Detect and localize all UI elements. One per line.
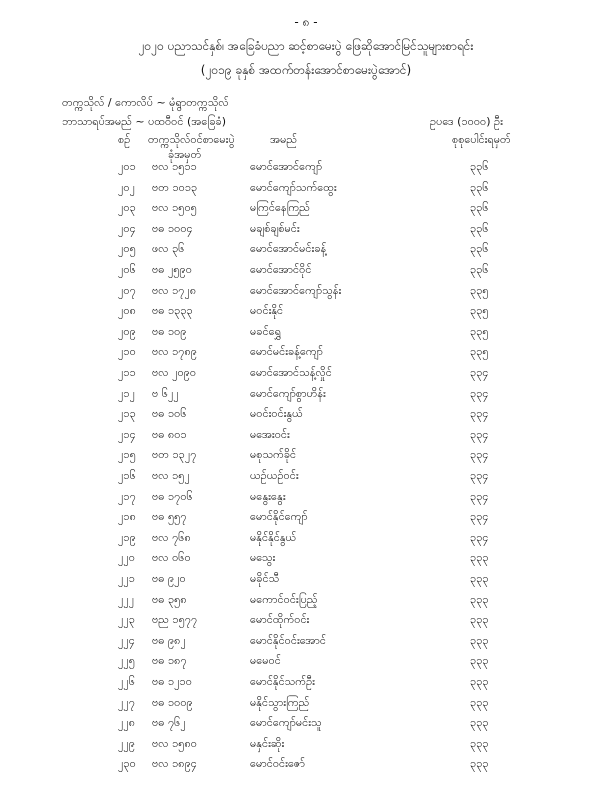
row-number: ၂၀၅	[118, 242, 136, 256]
total-mark: ၃၃၃	[470, 613, 489, 627]
row-number: ၂၀၄	[118, 221, 136, 235]
student-name: မောင်မင်းခန့်ကျော်	[250, 345, 323, 359]
row-number: ၂၀၆	[118, 263, 136, 276]
table-row	[0, 304, 612, 324]
exam-number: ဗဓ ၃၅၈	[152, 592, 187, 606]
total-mark: ၃၃၃	[470, 736, 489, 750]
exam-number: ဗဓ ၉၈၂	[152, 633, 186, 647]
row-number: ၂၀၉	[118, 324, 136, 338]
exam-number: ဗလ ၂၀၉၀	[152, 366, 197, 379]
university-line: တက္ကသိုလ် / ကောလိပ် ~ မုံရွာတက္ကသိုလ်	[62, 96, 229, 109]
total-mark: ၃၃၄	[470, 530, 489, 544]
exam-number: ဗ ၆၂၂	[152, 386, 179, 400]
row-number: ၂၃၀	[118, 757, 136, 771]
table-row	[0, 634, 612, 654]
total-mark: ၃၃၅	[470, 324, 489, 338]
table-row	[0, 428, 612, 448]
total-mark: ၃၃၃	[470, 592, 489, 606]
table-row	[0, 696, 612, 716]
table-row	[0, 242, 612, 262]
student-name: မောင်အောင်မင်းခန့်	[250, 242, 327, 256]
row-number: ၂၂၇	[118, 695, 135, 709]
total-mark: ၃၃၄	[470, 469, 489, 482]
student-name: မချစ်ချစ်မင်း	[250, 221, 300, 235]
table-row	[0, 757, 612, 777]
total-mark: ၃၃၃	[470, 654, 489, 668]
student-name: မောင်အောင်ကျော်သွန်း	[250, 283, 342, 297]
table-row	[0, 201, 612, 221]
student-name: မဝင်းနိုင်	[250, 304, 284, 318]
total-mark: ၃၃၆	[470, 263, 489, 276]
total-mark: ၃၃၃	[470, 675, 489, 688]
row-number: ၂၂၅	[118, 654, 135, 668]
total-mark: ၃၃၃	[470, 551, 489, 565]
total-mark: ၃၃၄	[470, 407, 489, 421]
row-number: ၂၀၈	[118, 304, 136, 318]
table-row	[0, 572, 612, 592]
row-number: ၂၁၅	[118, 448, 136, 462]
row-number: ၂၀၂	[118, 180, 135, 194]
total-mark: ၃၃၄	[470, 427, 489, 441]
exam-number: ဗလ ၁၈၉၄	[152, 757, 197, 771]
table-row	[0, 181, 612, 201]
exam-number: ဗလ ၁၅၂	[152, 469, 190, 482]
table-row	[0, 160, 612, 180]
exam-number: ဗဓ ၁၂၁၀	[152, 675, 192, 688]
student-name: မမေဝင်	[250, 654, 281, 668]
student-name: မောင်ကျော်သက်ထွေး	[250, 180, 337, 194]
table-row	[0, 469, 612, 489]
total-mark: ၃၃၄	[470, 510, 489, 524]
document-title: ၂၀၂၀ ပညာသင်နှစ်၊ အခြေခံပညာ ဆင့်စာမေးပွဲ ဖြေဆိုအောင်မြင်သူများစာရင်း	[138, 39, 474, 53]
student-name: မကြင်နေကြည်	[250, 201, 310, 215]
student-name: မနိုင်သွားကြည်	[250, 695, 310, 709]
row-number: ၂၁၄	[118, 427, 136, 441]
row-number: ၂၂၆	[118, 675, 135, 688]
total-mark: ၃၃၃	[470, 572, 489, 585]
column-header-mark: စုစုပေါင်းရမှတ်	[452, 133, 511, 146]
exam-number: ဖလ ၃၆	[152, 242, 185, 256]
exam-number: ဗလ ၁၅၁၁	[152, 160, 197, 173]
column-header-name: အမည်	[270, 133, 298, 146]
exam-number: ဗလ ၁၅၈၀	[152, 736, 197, 750]
total-mark: ၃၃၃	[470, 716, 489, 730]
table-row	[0, 551, 612, 571]
table-row	[0, 263, 612, 283]
row-number: ၂၀၃	[118, 201, 136, 215]
row-number: ၂၁၇	[118, 489, 136, 503]
page-number: - ၈ -	[294, 15, 318, 29]
row-number: ၂၀၇	[118, 283, 136, 297]
document-subtitle: (၂၀၁၉ ခုနှစ် အထက်တန်းအောင်စာမေးပွဲအောင်)	[200, 63, 412, 77]
table-row	[0, 613, 612, 633]
total-mark: ၃၃၆	[470, 221, 489, 235]
total-mark: ၃၃၄	[470, 386, 489, 400]
subject-line: ဘာသာရပ်အမည် ~ ပထဝီဝင် (အခြေခံ)	[62, 115, 227, 128]
quota-line: ဥပဒေ (၁၀၀၀) ဦး	[430, 115, 503, 128]
student-name: မောင်ထိုက်ဝင်း	[250, 613, 310, 627]
student-name: မောင်နိုင်ဝင်းအောင်	[250, 633, 327, 647]
exam-number: ဗဓ ၈၀၁	[152, 427, 187, 441]
column-header-no: စဉ်	[118, 133, 131, 146]
student-name: မနှင်းဆိုး	[250, 736, 285, 750]
row-number: ၂၂၃	[118, 613, 135, 627]
row-number: ၂၁၆	[118, 469, 136, 482]
table-row	[0, 284, 612, 304]
table-row	[0, 593, 612, 613]
total-mark: ၃၃၃	[470, 633, 489, 647]
student-name: မောင်နိုင်ကျော်	[250, 510, 308, 524]
total-mark: ၃၃၄	[470, 489, 489, 503]
student-name: မောင်အောင်သန့်လှိုင်	[250, 366, 332, 379]
student-name: မောင်အောင်ဝိုင်	[250, 263, 312, 276]
row-number: ၂၁၃	[118, 407, 136, 421]
row-number: ၂၁၀	[118, 345, 136, 359]
exam-number: ဗလ ၁၇၂၈	[152, 283, 197, 297]
student-name: မောင်ဝင်းဇော်	[250, 757, 305, 771]
table-row	[0, 531, 612, 551]
student-name: မသွေး	[250, 551, 276, 565]
row-number: ၂၂၀	[118, 551, 135, 565]
row-number: ၂၂၁	[118, 572, 135, 585]
total-mark: ၃၃၅	[470, 345, 489, 359]
exam-number: ဗည ၁၅၇၇	[152, 613, 198, 627]
row-number: ၂၂၈	[118, 716, 136, 730]
student-name: မစုသက်ခိုင်	[250, 448, 297, 462]
student-name: မဝင်းဝင်းနွယ်	[250, 407, 303, 421]
row-number: ၂၂၄	[118, 633, 135, 647]
exam-number: ဗလ ၇၆၈	[152, 530, 191, 544]
total-mark: ၃၃၄	[470, 366, 489, 379]
table-row	[0, 345, 612, 365]
exam-number: ဗဓ ၁၃၃၃	[152, 304, 193, 318]
exam-number: ဗဓ ၅၅၇	[152, 510, 187, 524]
row-number: ၂၀၁	[118, 160, 136, 173]
total-mark: ၃၃၃	[470, 695, 489, 709]
exam-number: ဗဓ ၁၀၆	[152, 407, 187, 421]
table-row	[0, 366, 612, 386]
exam-number: ဗဓ ၁၀၀၉	[152, 695, 193, 709]
student-name: မနွေးနွေး	[250, 489, 286, 503]
row-number: ၂၁၉	[118, 530, 136, 544]
student-name: မခင်ရွှေ	[250, 324, 282, 338]
exam-number: ဗဓ ၉၂၀	[152, 572, 186, 585]
table-row	[0, 716, 612, 736]
table-row	[0, 510, 612, 530]
table-row	[0, 407, 612, 427]
exam-number: ဗတ ၁၃၂၇	[152, 448, 197, 462]
student-name: မခိုင်သီ	[250, 572, 280, 585]
row-number: ၂၂၂	[118, 592, 135, 606]
exam-number: ဗဓ ၁၈၇	[152, 654, 187, 668]
student-name: မောင်ကျော်မင်းသူ	[250, 716, 322, 730]
row-number: ၂၂၉	[118, 736, 135, 750]
total-mark: ၃၃၄	[470, 448, 489, 462]
table-row	[0, 448, 612, 468]
row-number: ၂၁၂	[118, 386, 135, 400]
exam-number: ဗဓ ၁၇၀၆	[152, 489, 193, 503]
table-row	[0, 490, 612, 510]
student-name: ယဉ်ယဉ်ဝင်း	[250, 469, 299, 482]
row-number: ၂၁၈	[118, 510, 136, 524]
exam-number: ဗလ ၀၆၀	[152, 551, 191, 565]
exam-number: ဗဓ ၁၀၉	[152, 324, 187, 338]
student-name: မောင်နိုင်သက်ဦး	[250, 675, 315, 688]
exam-number: ဗလ ၁၅၀၅	[152, 201, 197, 215]
total-mark: ၃၃၆	[470, 160, 489, 173]
student-name: မကောင်ဝင်းပြည့်	[250, 592, 318, 606]
total-mark: ၃၃၆	[470, 201, 489, 215]
table-row	[0, 387, 612, 407]
total-mark: ၃၃၆	[470, 180, 489, 194]
row-number: ၂၁၁	[118, 366, 136, 379]
total-mark: ၃၃၅	[470, 283, 489, 297]
exam-number: ဗဓ ၂၅၉၀	[152, 263, 192, 276]
exam-number: ဗတ ၁၀၁၃	[152, 180, 198, 194]
column-header-exam-no: တက္ကသိုလ်ဝင်စာမေးပွဲ	[148, 133, 235, 146]
table-row	[0, 325, 612, 345]
total-mark: ၃၃၃	[470, 757, 489, 771]
student-name: မောင်အောင်ကျော်	[250, 160, 323, 173]
student-name: မောင်ကျော်စွာဟိန်း	[250, 386, 326, 400]
table-row	[0, 654, 612, 674]
total-mark: ၃၃၆	[470, 242, 489, 256]
exam-number: ဗဓ ၇၆၂	[152, 716, 186, 730]
total-mark: ၃၃၅	[470, 304, 489, 318]
table-row	[0, 222, 612, 242]
column-header-exam-no-sub: ခုံအမှတ်	[168, 148, 202, 161]
student-name: မအေးဝင်း	[250, 427, 290, 441]
exam-number: ဗလ ၁၇၈၉	[152, 345, 197, 359]
table-row	[0, 675, 612, 695]
student-name: မနိုင်နိုင်နွယ်	[250, 530, 297, 544]
table-row	[0, 737, 612, 757]
exam-number: ဗဓ ၁၀၀၄	[152, 221, 193, 235]
